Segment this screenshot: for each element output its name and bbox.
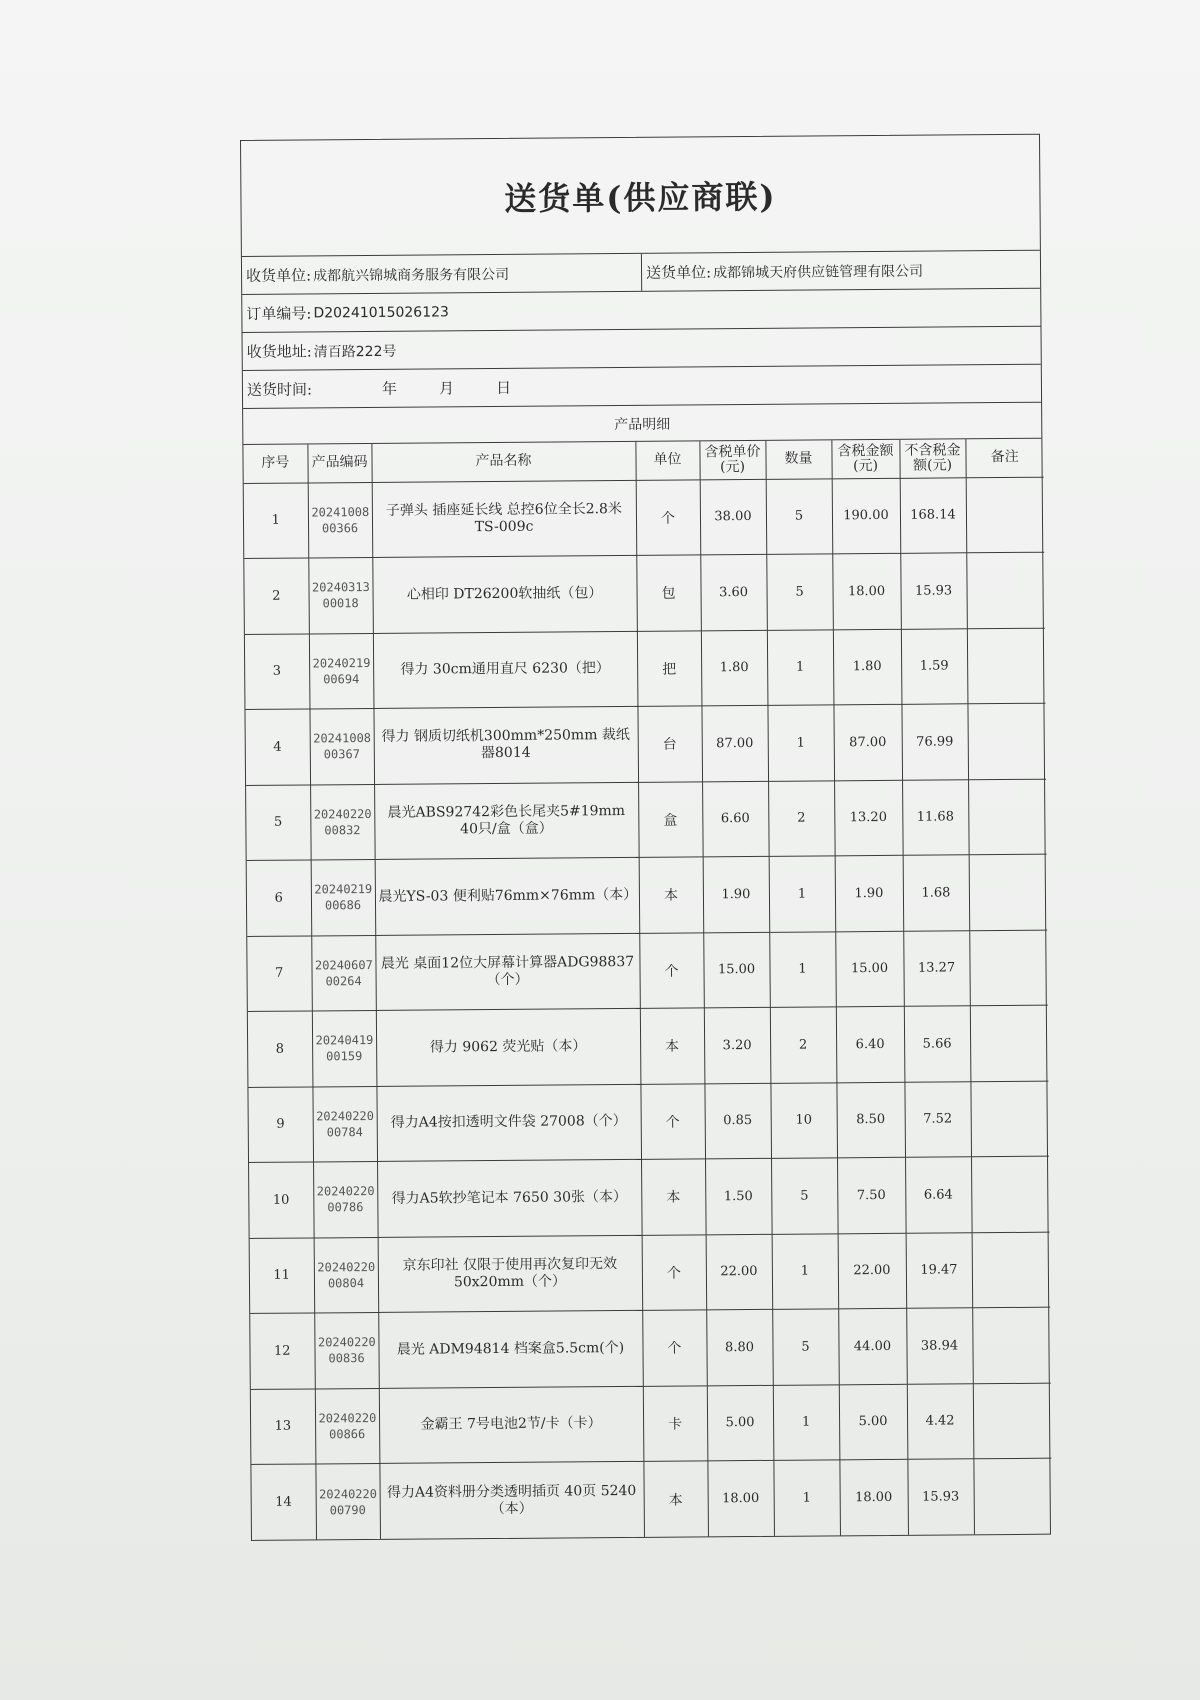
cell-unit: 台 — [637, 706, 702, 782]
header-unit: 单位 — [635, 441, 699, 480]
cell-product-code: 20240220 00790 — [315, 1463, 380, 1539]
receiver-value: 成都航兴锦城商务服务有限公司 — [313, 266, 510, 284]
cell-amount-excl-tax: 13.27 — [903, 930, 970, 1006]
cell-unit: 本 — [639, 857, 704, 933]
cell-amount-incl-tax: 1.90 — [835, 855, 904, 931]
order-no-cell — [242, 293, 449, 332]
table-row — [247, 854, 1048, 936]
cell-quantity: 1 — [767, 705, 834, 781]
cell-quantity: 2 — [768, 780, 835, 856]
cell-product-name: 心相印 DT26200软抽纸（包） — [372, 555, 637, 633]
table-header-row — [243, 439, 1043, 483]
cell-unit-price: 1.90 — [703, 856, 770, 932]
cell-quantity: 5 — [772, 1309, 839, 1385]
cell-product-name: 晨光 桌面12位大屏幕计算器ADG98837（个） — [375, 933, 640, 1011]
cell-unit-price: 3.20 — [704, 1007, 771, 1083]
header-code: 产品编码 — [307, 444, 371, 483]
cell-quantity: 1 — [769, 931, 836, 1007]
cell-unit-price: 1.50 — [705, 1158, 772, 1234]
table-row — [245, 703, 1046, 785]
table-row — [248, 1005, 1049, 1087]
cell-amount-incl-tax: 18.00 — [832, 553, 901, 629]
cell-product-name: 得力 钢质切纸机300mm*250mm 裁纸器8014 — [373, 706, 638, 784]
table-row — [244, 477, 1045, 559]
cell-unit-price: 8.80 — [706, 1309, 773, 1385]
cell-unit: 个 — [639, 932, 704, 1008]
header-seq: 序号 — [243, 444, 307, 483]
cell-product-code: 20240219 00686 — [311, 859, 376, 935]
cell-product-code: 20241008 00367 — [309, 708, 374, 784]
cell-unit-price: 6.60 — [702, 781, 769, 857]
cell-seq: 5 — [246, 784, 311, 860]
address-label: 收货地址: — [246, 342, 312, 361]
cell-remark — [973, 1383, 1052, 1459]
table-row — [247, 930, 1048, 1012]
table-row — [249, 1156, 1050, 1238]
cell-remark — [970, 1005, 1049, 1081]
cell-quantity: 1 — [769, 856, 836, 932]
cell-remark — [973, 1458, 1052, 1534]
cell-amount-incl-tax: 22.00 — [838, 1233, 907, 1309]
table-row — [246, 779, 1047, 861]
order-no-value: D20241015026123 — [313, 303, 449, 321]
order-no-row — [242, 289, 1040, 333]
cell-unit: 盒 — [638, 781, 703, 857]
cell-product-code: 20240313 00018 — [308, 557, 373, 633]
cell-quantity: 1 — [772, 1233, 839, 1309]
delivery-day-label: 日 — [495, 378, 512, 397]
cell-product-code: 20240220 00784 — [312, 1086, 377, 1162]
cell-remark — [968, 779, 1047, 855]
cell-product-code: 20241008 00366 — [308, 482, 373, 558]
address-row — [243, 327, 1041, 371]
sender-value: 成都锦城天府供应链管理有限公司 — [713, 263, 924, 281]
cell-quantity: 5 — [771, 1158, 838, 1234]
cell-amount-incl-tax: 5.00 — [839, 1384, 908, 1460]
cell-amount-excl-tax: 7.52 — [904, 1081, 971, 1157]
sender-label: 送货单位: — [645, 263, 712, 282]
cell-remark — [971, 1156, 1050, 1232]
delivery-time-row — [243, 365, 1041, 409]
cell-amount-excl-tax: 1.68 — [903, 855, 970, 931]
cell-unit: 个 — [642, 1310, 707, 1386]
cell-product-code: 20240220 00832 — [310, 784, 375, 860]
table-row — [250, 1232, 1051, 1314]
cell-amount-incl-tax: 87.00 — [833, 704, 902, 780]
header-remark: 备注 — [965, 439, 1043, 478]
cell-amount-excl-tax: 15.93 — [900, 553, 967, 629]
cell-remark — [970, 1081, 1049, 1157]
cell-amount-incl-tax: 8.50 — [836, 1082, 905, 1158]
cell-remark — [966, 552, 1045, 628]
cell-unit: 本 — [641, 1159, 706, 1235]
cell-unit-price: 0.85 — [704, 1083, 771, 1159]
cell-amount-incl-tax: 6.40 — [836, 1006, 905, 1082]
cell-quantity: 10 — [770, 1082, 837, 1158]
cell-amount-incl-tax: 190.00 — [832, 478, 901, 554]
cell-unit: 包 — [636, 555, 701, 631]
address-cell — [243, 332, 397, 370]
cell-product-name: 得力A4资料册分类透明插页 40页 5240（本） — [379, 1461, 644, 1539]
table-row — [244, 552, 1045, 634]
product-table — [243, 439, 1052, 1540]
cell-amount-excl-tax: 6.64 — [905, 1157, 972, 1233]
cell-remark — [972, 1307, 1051, 1383]
receiver-cell — [242, 254, 641, 294]
cell-unit: 个 — [642, 1234, 707, 1310]
cell-quantity: 5 — [766, 554, 833, 630]
cell-product-name: 得力 30cm通用直尺 6230（把） — [373, 631, 638, 709]
cell-product-name: 晨光 ADM94814 档案盒5.5cm(个) — [378, 1310, 643, 1388]
cell-remark — [972, 1232, 1051, 1308]
cell-product-code: 20240419 00159 — [312, 1010, 377, 1086]
cell-unit-price: 22.00 — [706, 1234, 773, 1310]
order-no-label: 订单编号: — [246, 304, 312, 323]
receiver-label: 收货单位: — [245, 266, 312, 285]
cell-unit-price: 15.00 — [703, 932, 770, 1008]
cell-remark — [969, 854, 1048, 930]
cell-amount-excl-tax: 19.47 — [906, 1232, 973, 1308]
cell-amount-excl-tax: 15.93 — [907, 1459, 974, 1535]
table-row — [248, 1081, 1049, 1163]
cell-unit: 个 — [640, 1083, 705, 1159]
delivery-time-cell — [243, 369, 511, 408]
section-title: 产品明细 — [614, 416, 671, 433]
cell-product-code: 20240607 00264 — [311, 935, 376, 1011]
cell-unit: 个 — [636, 479, 701, 555]
cell-unit: 把 — [637, 630, 702, 706]
cell-amount-excl-tax: 38.94 — [906, 1308, 973, 1384]
cell-quantity: 1 — [773, 1460, 840, 1536]
cell-unit-price: 1.80 — [701, 630, 768, 706]
cell-product-name: 京东印社 仅限于使用再次复印无效50x20mm（个） — [378, 1235, 643, 1313]
receiver-sender-row — [242, 251, 1040, 295]
cell-amount-excl-tax: 1.59 — [901, 628, 968, 704]
cell-unit-price: 3.60 — [700, 554, 767, 630]
document-title: 送货单(供应商联) — [504, 177, 777, 218]
cell-unit-price: 18.00 — [707, 1460, 774, 1536]
cell-remark — [967, 628, 1046, 704]
cell-product-code: 20240220 00866 — [315, 1388, 380, 1464]
cell-product-name: 金霸王 7号电池2节/卡（卡） — [379, 1386, 644, 1464]
delivery-note-form — [240, 134, 1051, 1541]
cell-unit: 本 — [640, 1008, 705, 1084]
cell-seq: 10 — [249, 1162, 314, 1238]
cell-amount-incl-tax: 13.20 — [834, 780, 903, 856]
header-amount: 含税金额(元) — [831, 440, 899, 479]
cell-unit-price: 87.00 — [701, 705, 768, 781]
cell-quantity: 2 — [770, 1007, 837, 1083]
cell-unit: 卡 — [643, 1385, 708, 1461]
cell-product-name: 晨光ABS92742彩色长尾夹5#19mm 40只/盒（盒） — [374, 782, 639, 860]
title-row — [241, 135, 1040, 257]
cell-amount-excl-tax: 168.14 — [900, 477, 967, 553]
cell-seq: 3 — [245, 633, 310, 709]
cell-seq: 6 — [247, 860, 312, 936]
delivery-year-label: 年 — [381, 379, 398, 398]
cell-seq: 13 — [251, 1388, 316, 1464]
delivery-month-label: 月 — [438, 379, 455, 398]
cell-amount-incl-tax: 18.00 — [839, 1459, 908, 1535]
cell-unit: 本 — [643, 1461, 708, 1537]
table-row — [245, 628, 1046, 710]
cell-seq: 12 — [250, 1313, 315, 1389]
table-row — [251, 1383, 1052, 1465]
cell-unit-price: 5.00 — [707, 1385, 774, 1461]
header-price: 含税单价(元) — [699, 441, 765, 480]
cell-product-name: 得力 9062 荧光贴（本） — [376, 1008, 641, 1086]
cell-product-code: 20240220 00786 — [313, 1161, 378, 1237]
cell-product-code: 20240220 00836 — [314, 1312, 379, 1388]
cell-quantity: 5 — [766, 478, 833, 554]
cell-amount-excl-tax: 5.66 — [904, 1006, 971, 1082]
cell-remark — [967, 703, 1046, 779]
table-row — [251, 1458, 1052, 1540]
cell-amount-excl-tax: 4.42 — [907, 1383, 974, 1459]
cell-seq: 14 — [251, 1464, 316, 1540]
cell-product-code: 20240220 00804 — [314, 1237, 379, 1313]
cell-seq: 1 — [244, 482, 309, 558]
cell-seq: 2 — [244, 558, 309, 634]
cell-quantity: 1 — [773, 1384, 840, 1460]
sender-cell — [641, 251, 1040, 291]
cell-product-name: 得力A5软抄笔记本 7650 30张（本） — [377, 1159, 642, 1237]
cell-seq: 11 — [250, 1237, 315, 1313]
cell-seq: 4 — [245, 709, 310, 785]
cell-product-name: 子弹头 插座延长线 总控6位全长2.8米TS-009c — [372, 480, 637, 558]
section-title-row — [243, 403, 1041, 445]
cell-product-name: 得力A4按扣透明文件袋 27008（个） — [376, 1084, 641, 1162]
address-value: 清百路222号 — [313, 343, 397, 360]
cell-unit-price: 38.00 — [700, 479, 767, 555]
header-name: 产品名称 — [371, 442, 635, 482]
cell-product-name: 晨光YS-03 便利贴76mm×76mm（本） — [375, 857, 640, 935]
delivery-time-label: 送货时间: — [246, 380, 313, 399]
cell-product-code: 20240219 00694 — [309, 633, 374, 709]
cell-amount-excl-tax: 11.68 — [902, 779, 969, 855]
cell-remark — [966, 477, 1045, 553]
cell-amount-incl-tax: 1.80 — [833, 629, 902, 705]
cell-quantity: 1 — [767, 629, 834, 705]
cell-seq: 9 — [248, 1086, 313, 1162]
cell-seq: 8 — [248, 1011, 313, 1087]
header-net: 不含税金额(元) — [899, 439, 965, 478]
header-qty: 数量 — [765, 440, 831, 479]
cell-amount-incl-tax: 44.00 — [838, 1308, 907, 1384]
cell-remark — [969, 930, 1048, 1006]
table-row — [250, 1307, 1051, 1389]
cell-amount-excl-tax: 76.99 — [901, 704, 968, 780]
cell-seq: 7 — [247, 935, 312, 1011]
cell-amount-incl-tax: 7.50 — [837, 1157, 906, 1233]
cell-amount-incl-tax: 15.00 — [835, 931, 904, 1007]
